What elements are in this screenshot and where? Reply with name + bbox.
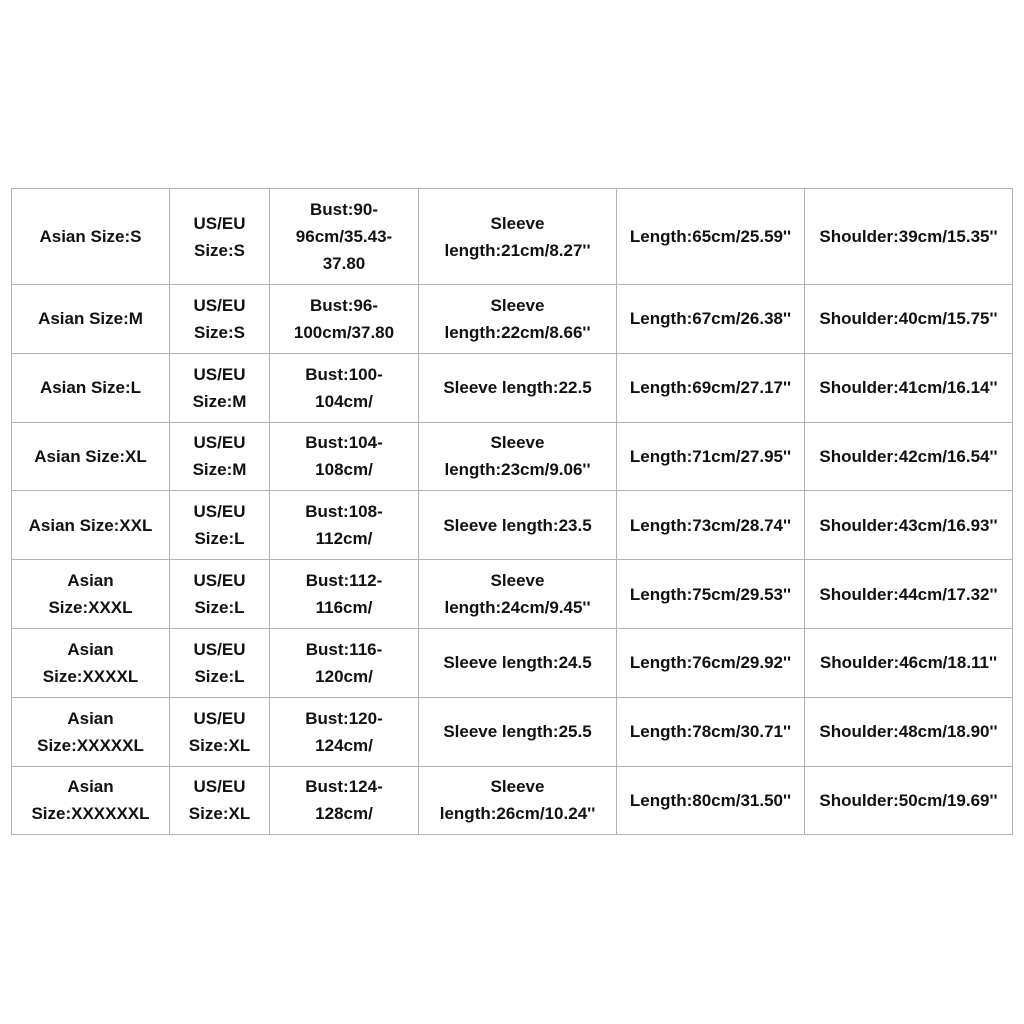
asian-size-cell: Asian Size:XXXXL (12, 628, 170, 697)
shoulder-cell: Shoulder:50cm/19.69'' (805, 766, 1013, 835)
asian-size-cell: Asian Size:XXL (12, 491, 170, 560)
table-row (12, 422, 1013, 491)
length-cell: Length:76cm/29.92'' (617, 628, 805, 697)
sleeve-length-cell: Sleeve length:22.5 (419, 353, 617, 422)
us-eu-size-cell: US/EU Size:L (170, 491, 270, 560)
asian-size-cell: Asian Size:XXXL (12, 560, 170, 629)
table-row (12, 491, 1013, 560)
bust-cell: Bust:112- 116cm/ (270, 560, 419, 629)
table-row (12, 697, 1013, 766)
bust-cell: Bust:100- 104cm/ (270, 353, 419, 422)
us-eu-size-cell: US/EU Size:L (170, 628, 270, 697)
shoulder-cell: Shoulder:42cm/16.54'' (805, 422, 1013, 491)
shoulder-cell: Shoulder:48cm/18.90'' (805, 697, 1013, 766)
sleeve-length-cell: Sleeve length:23.5 (419, 491, 617, 560)
length-cell: Length:78cm/30.71'' (617, 697, 805, 766)
bust-cell: Bust:116- 120cm/ (270, 628, 419, 697)
shoulder-cell: Shoulder:41cm/16.14'' (805, 353, 1013, 422)
asian-size-cell: Asian Size:XXXXXL (12, 697, 170, 766)
us-eu-size-cell: US/EU Size:M (170, 353, 270, 422)
asian-size-cell: Asian Size:XL (12, 422, 170, 491)
table-row (12, 285, 1013, 354)
bust-cell: Bust:124- 128cm/ (270, 766, 419, 835)
table-row (12, 189, 1013, 285)
shoulder-cell: Shoulder:46cm/18.11'' (805, 628, 1013, 697)
shoulder-cell: Shoulder:43cm/16.93'' (805, 491, 1013, 560)
us-eu-size-cell: US/EU Size:S (170, 285, 270, 354)
length-cell: Length:80cm/31.50'' (617, 766, 805, 835)
asian-size-cell: Asian Size:XXXXXXL (12, 766, 170, 835)
sleeve-length-cell: Sleeve length:21cm/8.27'' (419, 189, 617, 285)
asian-size-cell: Asian Size:M (12, 285, 170, 354)
asian-size-cell: Asian Size:S (12, 189, 170, 285)
size-chart-body (12, 189, 1013, 835)
table-row (12, 560, 1013, 629)
length-cell: Length:65cm/25.59'' (617, 189, 805, 285)
us-eu-size-cell: US/EU Size:XL (170, 697, 270, 766)
sleeve-length-cell: Sleeve length:24cm/9.45'' (419, 560, 617, 629)
sleeve-length-cell: Sleeve length:22cm/8.66'' (419, 285, 617, 354)
sleeve-length-cell: Sleeve length:23cm/9.06'' (419, 422, 617, 491)
us-eu-size-cell: US/EU Size:L (170, 560, 270, 629)
length-cell: Length:67cm/26.38'' (617, 285, 805, 354)
bust-cell: Bust:108- 112cm/ (270, 491, 419, 560)
sleeve-length-cell: Sleeve length:25.5 (419, 697, 617, 766)
length-cell: Length:71cm/27.95'' (617, 422, 805, 491)
asian-size-cell: Asian Size:L (12, 353, 170, 422)
us-eu-size-cell: US/EU Size:M (170, 422, 270, 491)
table-row (12, 766, 1013, 835)
shoulder-cell: Shoulder:40cm/15.75'' (805, 285, 1013, 354)
bust-cell: Bust:90- 96cm/35.43- 37.80 (270, 189, 419, 285)
length-cell: Length:69cm/27.17'' (617, 353, 805, 422)
length-cell: Length:75cm/29.53'' (617, 560, 805, 629)
bust-cell: Bust:120- 124cm/ (270, 697, 419, 766)
shoulder-cell: Shoulder:44cm/17.32'' (805, 560, 1013, 629)
sleeve-length-cell: Sleeve length:24.5 (419, 628, 617, 697)
table-row (12, 628, 1013, 697)
bust-cell: Bust:104- 108cm/ (270, 422, 419, 491)
us-eu-size-cell: US/EU Size:S (170, 189, 270, 285)
sleeve-length-cell: Sleeve length:26cm/10.24'' (419, 766, 617, 835)
length-cell: Length:73cm/28.74'' (617, 491, 805, 560)
size-chart-table (11, 188, 1013, 835)
us-eu-size-cell: US/EU Size:XL (170, 766, 270, 835)
bust-cell: Bust:96- 100cm/37.80 (270, 285, 419, 354)
table-row (12, 353, 1013, 422)
shoulder-cell: Shoulder:39cm/15.35'' (805, 189, 1013, 285)
